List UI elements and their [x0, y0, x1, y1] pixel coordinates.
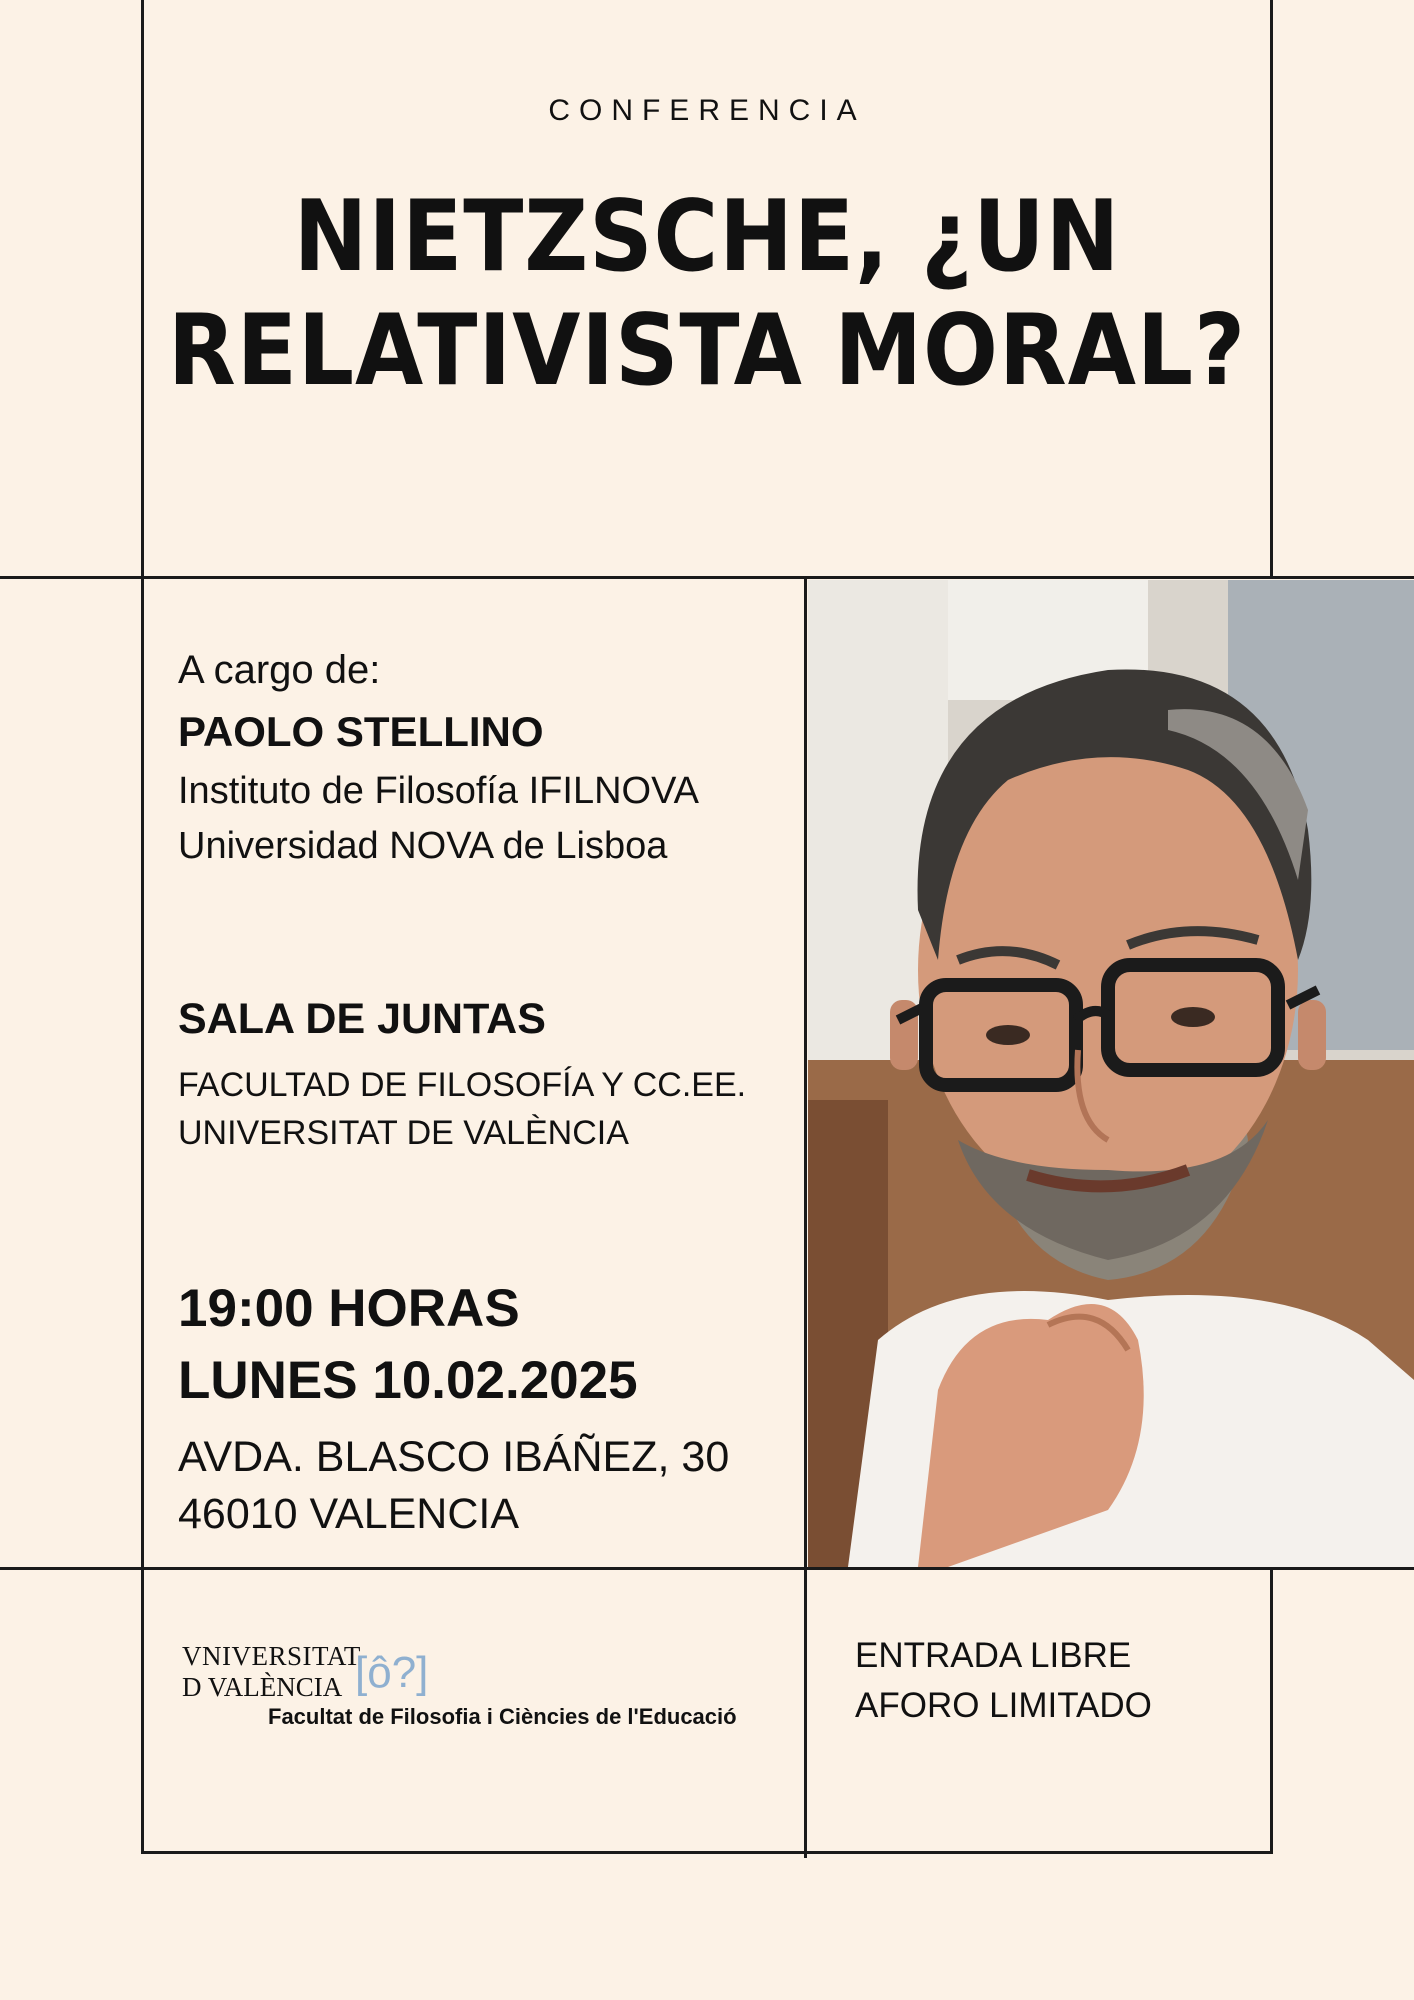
- capacity-limited: AFORO LIMITADO: [855, 1686, 1152, 1725]
- speaker-affiliation-university: Universidad NOVA de Lisboa: [178, 825, 668, 867]
- venue-room: SALA DE JUNTAS: [178, 995, 546, 1043]
- address-street: AVDA. BLASCO IBÁÑEZ, 30: [178, 1433, 730, 1481]
- speaker-photo: [808, 580, 1414, 1567]
- event-time: 19:00 HORAS: [178, 1279, 520, 1338]
- grid-line-middle: [804, 578, 807, 1858]
- grid-line-center: [0, 1567, 1414, 1570]
- event-title-line-2: RELATIVISTA MORAL?: [167, 294, 1247, 408]
- event-title-line-1: NIETZSCHE, ¿UN: [293, 180, 1121, 294]
- event-title: [71, 180, 1344, 408]
- university-logo-name-line-2: D VALÈNCIA: [182, 1672, 343, 1702]
- entry-free: ENTRADA LIBRE: [855, 1636, 1132, 1675]
- speaker-name: PAOLO STELLINO: [178, 708, 544, 755]
- event-date: LUNES 10.02.2025: [178, 1351, 638, 1410]
- speaker-affiliation-institute: Instituto de Filosofía IFILNOVA: [178, 770, 699, 812]
- venue-university: UNIVERSITAT DE VALÈNCIA: [178, 1114, 629, 1152]
- grid-line-top: [0, 576, 1414, 579]
- address-city: 46010 VALENCIA: [178, 1490, 520, 1538]
- grid-line-bottom: [141, 1851, 1273, 1854]
- faculty-logo-name: Facultat de Filosofia i Ciències de l'Educació: [268, 1704, 737, 1729]
- venue-faculty: FACULTAD DE FILOSOFÍA Y CC.EE.: [178, 1066, 747, 1104]
- university-logo-mark: [ô?]: [355, 1648, 429, 1697]
- speaker-intro: A cargo de:: [178, 648, 381, 692]
- university-logo-name-line-1: VNIVERSITAT: [182, 1641, 361, 1671]
- grid-line-right-bottom: [1270, 1567, 1273, 1854]
- event-type-label: CONFERENCIA: [548, 94, 866, 127]
